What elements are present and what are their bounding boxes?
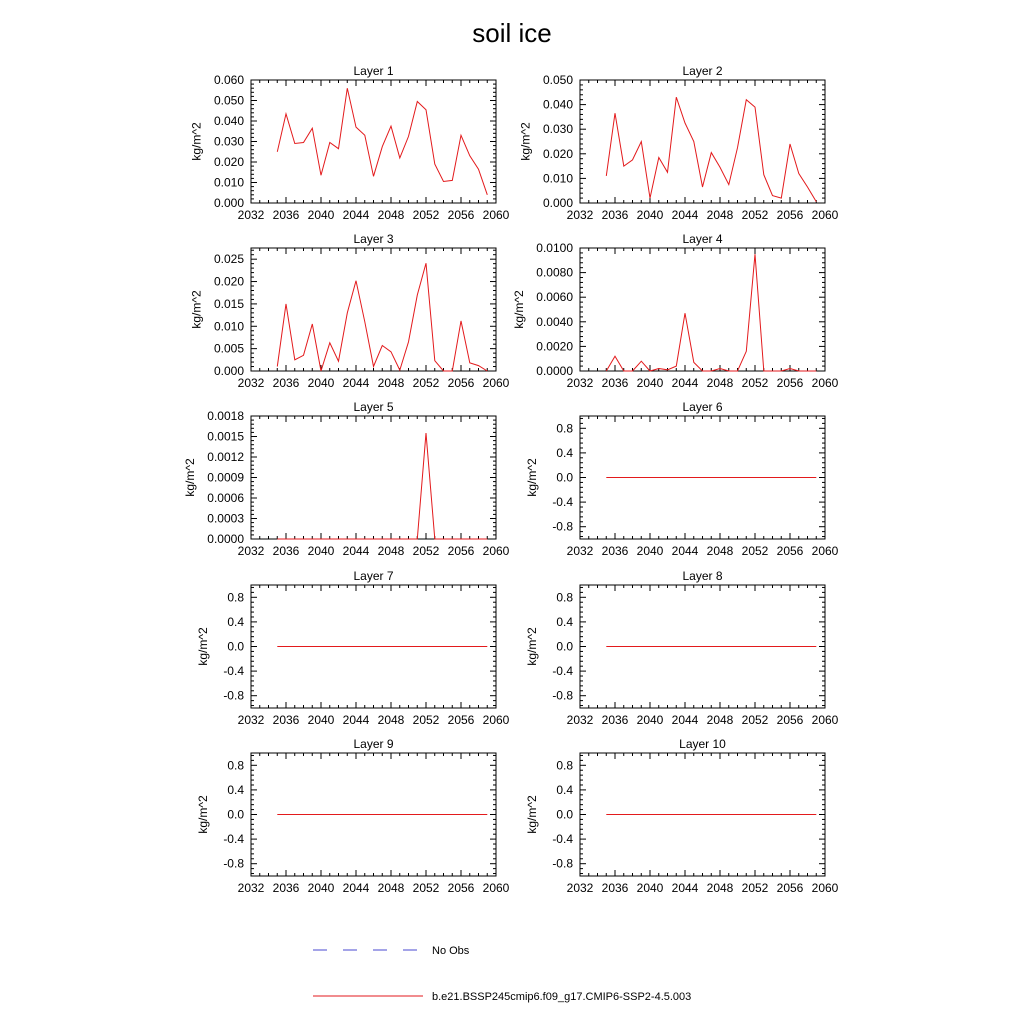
y-tick-label: 0.8 [556,590,573,605]
x-tick-label: 2044 [671,544,699,558]
y-axis-label: kg/m^2 [525,458,540,497]
y-axis-label: kg/m^2 [189,290,204,329]
y-tick-label: 0.000 [213,196,244,210]
x-tick-label: 2044 [671,208,699,222]
x-tick-label: 2056 [447,713,475,727]
x-tick-label: 2048 [706,881,734,895]
panel-3 [190,232,510,390]
y-tick-label: 0.000 [542,196,573,210]
x-tick-label: 2032 [237,713,265,727]
x-tick-label: 2040 [307,881,335,895]
x-tick-label: 2052 [412,376,440,390]
x-tick-label: 2044 [342,376,370,390]
x-tick-label: 2032 [237,544,265,558]
panel-title: Layer 8 [682,569,723,583]
y-tick-label: -0.4 [552,495,573,510]
y-tick-label: 0.010 [213,175,244,190]
x-tick-label: 2060 [811,544,839,558]
x-tick-label: 2056 [776,376,804,390]
y-tick-label: 0.0060 [536,290,573,305]
x-tick-label: 2032 [237,881,265,895]
y-tick-label: 0.0 [556,639,573,654]
x-tick-label: 2060 [482,376,510,390]
y-axis-label: kg/m^2 [511,290,526,329]
x-tick-label: 2036 [601,881,629,895]
y-tick-label: 0.060 [213,73,244,87]
x-tick-label: 2040 [307,544,335,558]
y-tick-label: -0.8 [552,688,573,703]
legend-obs-label: No Obs [432,945,470,957]
plot-frame [251,416,496,539]
y-tick-label: 0.020 [213,155,244,169]
y-tick-label: 0.0015 [207,429,244,444]
series-line [606,254,816,371]
x-tick-label: 2032 [566,376,594,390]
x-tick-label: 2060 [811,208,839,222]
x-tick-label: 2060 [811,881,839,895]
plot-frame [580,248,825,371]
x-tick-label: 2040 [307,376,335,390]
y-tick-label: 0.030 [213,134,244,149]
y-tick-label: 0.0100 [536,241,573,255]
x-tick-label: 2056 [776,208,804,222]
x-tick-label: 2048 [706,208,734,222]
panel-title: Layer 5 [353,400,394,414]
x-tick-label: 2044 [342,881,370,895]
y-tick-label: 0.4 [556,782,573,797]
x-tick-label: 2048 [377,881,405,895]
x-tick-label: 2056 [447,881,475,895]
series-line [277,433,487,539]
panel-8 [525,569,838,727]
y-tick-label: 0.050 [213,93,244,108]
panel-title: Layer 6 [682,400,723,414]
y-tick-label: -0.4 [223,832,244,847]
x-tick-label: 2052 [412,544,440,558]
x-tick-label: 2032 [566,544,594,558]
x-tick-label: 2056 [776,544,804,558]
y-tick-label: 0.0 [556,470,573,485]
y-tick-label: 0.8 [227,758,244,773]
x-tick-label: 2036 [272,544,300,558]
x-tick-label: 2040 [636,881,664,895]
x-tick-label: 2060 [482,544,510,558]
panel-title: Layer 9 [353,737,394,751]
y-tick-label: 0.030 [542,122,573,137]
x-tick-label: 2048 [706,544,734,558]
x-tick-label: 2040 [307,208,335,222]
x-tick-label: 2036 [601,208,629,222]
x-tick-label: 2056 [447,208,475,222]
x-tick-label: 2032 [566,713,594,727]
y-tick-label: 0.0003 [207,511,244,526]
panel-5 [183,400,510,558]
y-tick-label: 0.0 [227,807,244,822]
x-tick-label: 2048 [377,376,405,390]
x-tick-label: 2052 [741,881,769,895]
y-tick-label: 0.0080 [536,265,573,280]
y-tick-label: 0.8 [556,758,573,773]
x-tick-label: 2036 [601,376,629,390]
y-tick-label: -0.8 [552,856,573,871]
plot-frame [251,80,496,203]
y-tick-label: 0.4 [556,445,573,460]
plot-frame [251,248,496,371]
panel-title: Layer 10 [679,737,726,751]
x-tick-label: 2032 [566,208,594,222]
x-tick-label: 2056 [776,713,804,727]
panel-1 [190,64,510,222]
x-tick-label: 2036 [601,544,629,558]
x-tick-label: 2040 [636,713,664,727]
x-tick-label: 2060 [811,713,839,727]
y-tick-label: 0.020 [542,146,573,161]
x-tick-label: 2052 [741,376,769,390]
y-tick-label: 0.040 [542,97,573,112]
legend [313,945,691,1003]
y-tick-label: 0.0018 [207,409,244,423]
y-axis-label: kg/m^2 [196,795,211,834]
y-tick-label: -0.8 [552,519,573,534]
x-tick-label: 2052 [412,713,440,727]
y-tick-label: 0.0000 [207,532,244,546]
y-tick-label: 0.020 [213,274,244,289]
y-tick-label: 0.0040 [536,314,573,329]
x-tick-label: 2060 [482,713,510,727]
y-tick-label: -0.8 [223,688,244,703]
x-tick-label: 2044 [342,544,370,558]
panel-10 [525,737,838,895]
y-tick-label: 0.0000 [536,364,573,378]
y-tick-label: 0.050 [542,73,573,87]
series-line [277,88,487,195]
y-axis-label: kg/m^2 [189,122,204,161]
x-tick-label: 2040 [636,544,664,558]
x-tick-label: 2044 [671,713,699,727]
x-tick-label: 2040 [636,376,664,390]
legend-model-label: b.e21.BSSP245cmip6.f09_g17.CMIP6-SSP2-4.5.003 [432,991,692,1003]
panel-title: Layer 1 [353,64,394,78]
x-tick-label: 2036 [272,881,300,895]
x-tick-label: 2052 [741,544,769,558]
panel-title: Layer 4 [682,232,723,246]
y-tick-label: 0.0006 [207,491,244,505]
x-tick-label: 2044 [671,376,699,390]
x-tick-label: 2032 [566,881,594,895]
panel-2 [519,64,839,222]
figure-title: soil ice [472,18,552,48]
x-tick-label: 2048 [706,713,734,727]
x-tick-label: 2048 [377,544,405,558]
y-tick-label: 0.0009 [207,470,244,485]
y-axis-label: kg/m^2 [196,627,211,666]
y-tick-label: 0.010 [213,319,244,334]
y-tick-label: 0.8 [227,590,244,605]
y-tick-label: -0.8 [223,856,244,871]
y-axis-label: kg/m^2 [525,795,540,834]
panel-7 [196,569,509,727]
x-tick-label: 2048 [377,208,405,222]
x-tick-label: 2040 [307,713,335,727]
x-tick-label: 2060 [811,376,839,390]
y-axis-label: kg/m^2 [518,122,533,161]
x-tick-label: 2044 [671,881,699,895]
x-tick-label: 2036 [272,376,300,390]
x-tick-label: 2052 [412,881,440,895]
x-tick-label: 2056 [447,376,475,390]
y-tick-label: 0.4 [227,614,244,629]
panel-title: Layer 3 [353,232,394,246]
y-tick-label: 0.0020 [536,339,573,354]
y-tick-label: 0.4 [556,614,573,629]
panel-title: Layer 2 [682,64,723,78]
y-tick-label: -0.4 [552,664,573,679]
y-tick-label: 0.040 [213,114,244,128]
y-tick-label: 0.005 [213,341,244,356]
y-tick-label: 0.8 [556,421,573,436]
x-tick-label: 2044 [342,208,370,222]
x-tick-label: 2048 [706,376,734,390]
y-axis-label: kg/m^2 [182,458,197,497]
panels-grid [183,64,839,895]
series-line [277,263,487,371]
y-tick-label: 0.4 [227,782,244,797]
x-tick-label: 2044 [342,713,370,727]
panel-title: Layer 7 [353,569,394,583]
y-tick-label: 0.0012 [207,450,244,464]
x-tick-label: 2048 [377,713,405,727]
x-tick-label: 2032 [237,376,265,390]
x-tick-label: 2036 [272,208,300,222]
x-tick-label: 2036 [601,713,629,727]
x-tick-label: 2052 [412,208,440,222]
panel-9 [196,737,509,895]
y-tick-label: -0.4 [223,664,244,679]
x-tick-label: 2056 [776,881,804,895]
y-tick-label: 0.0 [227,639,244,654]
x-tick-label: 2032 [237,208,265,222]
y-tick-label: 0.025 [213,252,244,267]
panel-6 [525,400,838,558]
panel-4 [512,232,839,390]
x-tick-label: 2052 [741,208,769,222]
x-tick-label: 2052 [741,713,769,727]
x-tick-label: 2056 [447,544,475,558]
y-tick-label: 0.0 [556,807,573,822]
y-tick-label: -0.4 [552,832,573,847]
y-tick-label: 0.010 [542,171,573,186]
y-axis-label: kg/m^2 [525,627,540,666]
x-tick-label: 2036 [272,713,300,727]
x-tick-label: 2060 [482,208,510,222]
series-line [606,97,816,202]
x-tick-label: 2060 [482,881,510,895]
x-tick-label: 2040 [636,208,664,222]
y-tick-label: 0.015 [213,296,244,311]
y-tick-label: 0.000 [213,364,244,378]
